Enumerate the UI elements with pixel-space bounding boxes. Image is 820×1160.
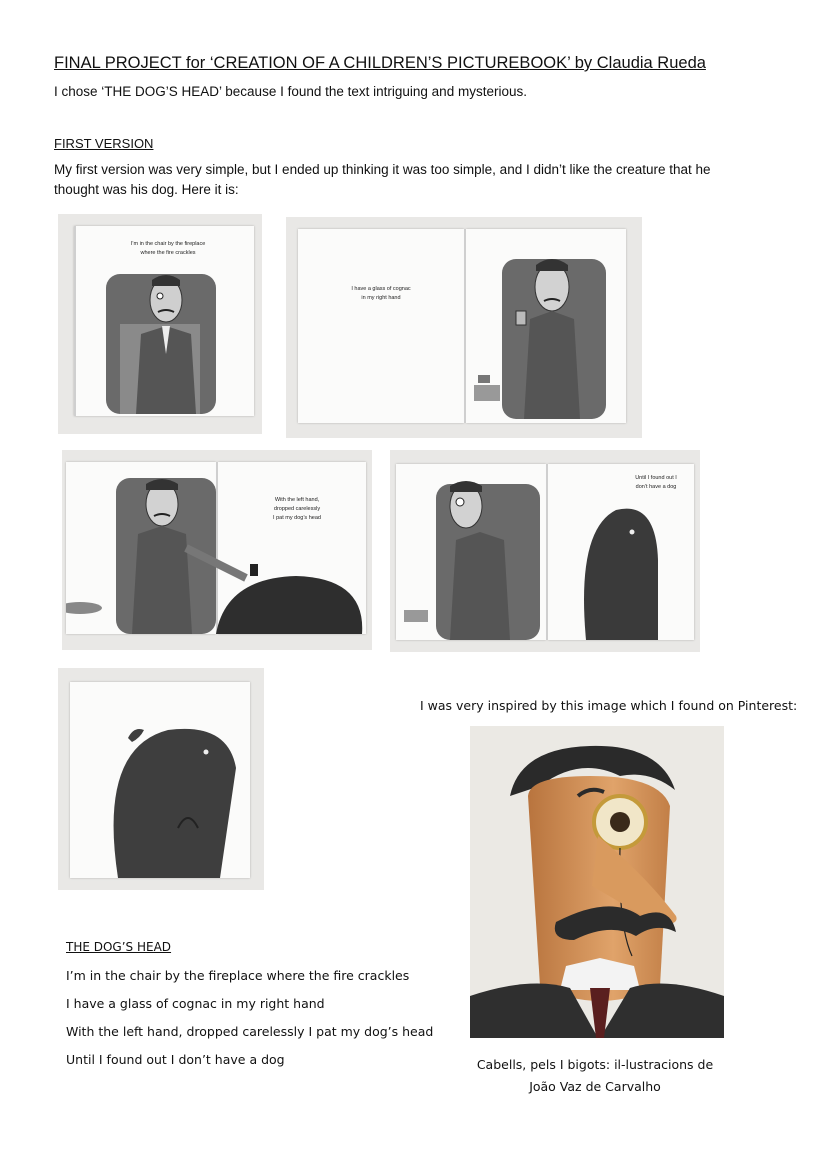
photo-spread-4 [390, 450, 700, 652]
photo-spread-1 [58, 214, 262, 434]
spread-3-text-line1: With the left hand, [274, 497, 320, 503]
inspiration-text: I was very inspired by this image which I found on Pinterest: [420, 698, 798, 713]
spread-3-text-line2: dropped carelessly [273, 506, 321, 512]
document-title: FINAL PROJECT for ‘CREATION OF A CHILDREN’S PICTUREBOOK’ by Claudia Rueda [54, 54, 706, 72]
man-with-cognac-illustration [472, 235, 622, 421]
man-in-chair-illustration [86, 264, 246, 414]
section-heading-first-version: FIRST VERSION [54, 136, 154, 151]
spread-3-text-line3: I pat my dog’s head [273, 515, 321, 521]
spread-4-text-line2: don’t have a dog [635, 484, 677, 490]
poem-title: THE DOG’S HEAD [66, 940, 172, 954]
man-patting-creature-illustration [66, 468, 366, 634]
first-version-paragraph: My first version was very simple, but I ended up thinking it was too simple, and I didn’t like the creature that he thought was his dog. Here it is: [54, 162, 711, 197]
spread-2-text-line1: I have a glass of cognac [351, 286, 411, 292]
spread-4-text-line1: Until I found out I [635, 475, 677, 481]
photo-spread-3 [62, 450, 372, 650]
mustached-man-illustration [470, 726, 724, 1038]
creature-illustration [88, 708, 238, 878]
poem-line-4: Until I found out I don’t have a dog [66, 1052, 285, 1067]
poem-line-1: I’m in the chair by the fireplace where the fire crackles [66, 968, 410, 983]
photo-creature-page [58, 668, 264, 890]
spread-1-text-line1: I’m in the chair by the fireplace [130, 241, 206, 247]
spread-2-text-line2: in my right hand [361, 295, 401, 301]
spread-1-text-line2: where the fire crackles [140, 250, 196, 256]
poem-line-2: I have a glass of cognac in my right hand [66, 996, 325, 1011]
photo-spread-2 [286, 217, 642, 438]
poem-line-3: With the left hand, dropped carelessly I pat my dog’s head [66, 1024, 434, 1039]
intro-text: I chose ‘THE DOG’S HEAD’ because I found the text intriguing and mysterious. [54, 84, 527, 99]
man-and-creature-illustration [396, 470, 694, 640]
image-credit: Cabells, pels I bigots: il-lustracions de João Vaz de Carvalho [476, 1057, 714, 1094]
pinterest-portrait-image [470, 726, 724, 1038]
